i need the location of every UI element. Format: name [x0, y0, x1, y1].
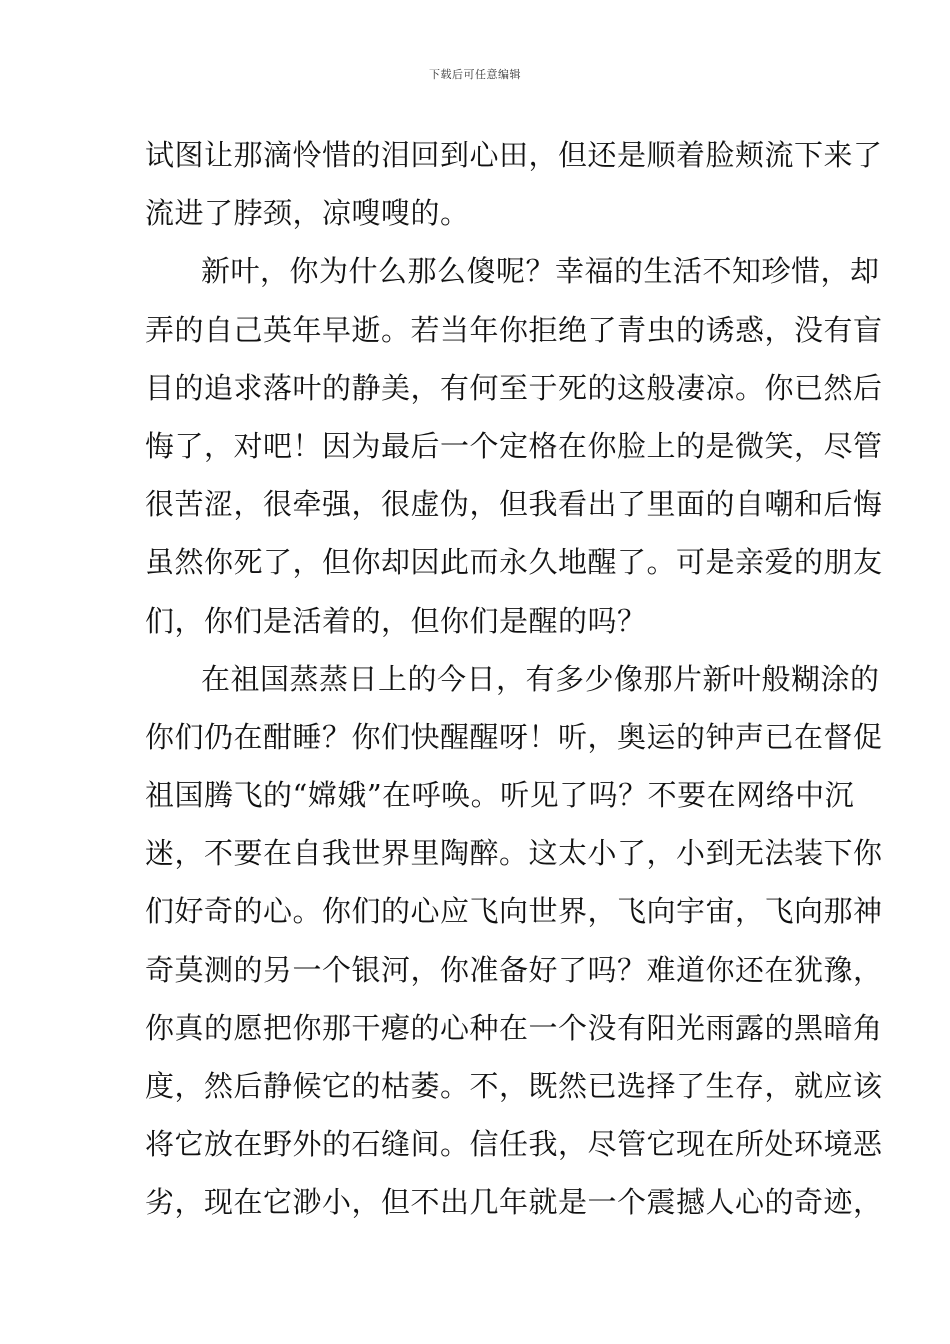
text-line: 迷，不要在自我世界里陶醉。这太小了，小到无法装下你 — [145, 836, 883, 871]
page-header-note: 下载后可任意编辑 — [429, 68, 521, 81]
text-line: 你真的愿把你那干瘪的心种在一个没有阳光雨露的黑暗角 — [145, 1010, 883, 1045]
text-line: 们，你们是活着的，但你们是醒的吗？ — [145, 603, 647, 638]
text-line: 奇莫测的另一个银河，你准备好了吗？难道你还在犹豫， — [145, 952, 883, 987]
text-line: 弄的自己英年早逝。若当年你拒绝了青虫的诱惑，没有盲 — [145, 312, 883, 347]
text-line: 试图让那滴怜惜的泪回到心田，但还是顺着脸颊流下来了 — [145, 138, 883, 172]
text-line: 你们仍在酣睡？你们快醒醒呀！听，奥运的钟声已在督促 — [145, 719, 883, 754]
text-line: 将它放在野外的石缝间。信任我，尽管它现在所处环境恶 — [145, 1127, 883, 1162]
text-line: 劣，现在它渺小，但不出几年就是一个震撼人心的奇迹， — [145, 1185, 883, 1220]
paragraph-first-line: 在祖国蒸蒸日上的今日，有多少像那片新叶般糊涂的 — [201, 661, 880, 696]
text-line: 流进了脖颈，凉嗖嗖的。 — [145, 196, 470, 231]
text-line: 悔了，对吧！因为最后一个定格在你脸上的是微笑，尽管 — [145, 428, 883, 463]
text-line: 度，然后静候它的枯萎。不，既然已选择了生存，就应该 — [145, 1069, 883, 1103]
text-line: 们好奇的心。你们的心应飞向世界，飞向宇宙，飞向那神 — [145, 894, 883, 929]
text-line: 虽然你死了，但你却因此而永久地醒了。可是亲爱的朋友 — [145, 545, 883, 580]
document-body — [145, 126, 883, 1232]
paragraph-first-line: 新叶，你为什么那么傻呢？幸福的生活不知珍惜，却 — [201, 254, 880, 289]
text-line: 很苦涩，很牵强，很虚伪，但我看出了里面的自嘲和后悔 — [145, 487, 883, 522]
text-line: 祖国腾飞的“嫦娥”在呼唤。听见了吗？不要在网络中沉 — [145, 778, 855, 813]
text-line: 目的追求落叶的静美，有何至于死的这般凄凉。你已然后 — [145, 370, 883, 405]
